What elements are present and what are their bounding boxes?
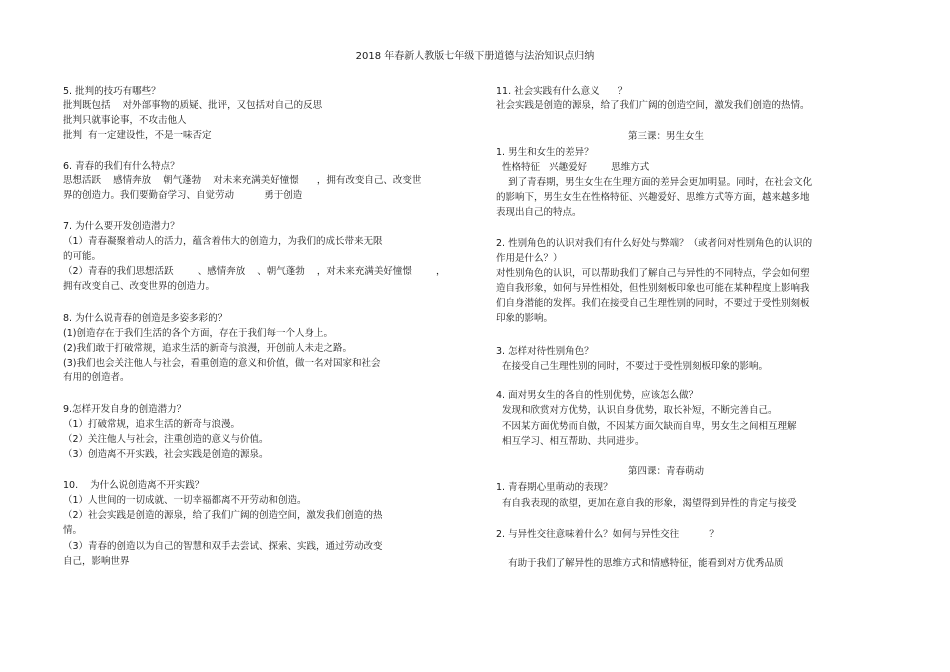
text-line: (3)我们也会关注他人与社会，看重创造的意义和价值，做一名对国家和社会: [63, 358, 381, 369]
r-q1b-heading: 1. 青春期心里萌动的表现？: [496, 482, 613, 493]
r-q2-heading: 2. 性别角色的认识对我们有什么好处与弊端？（或者问对性别角色的认识的: [496, 238, 813, 249]
text-line: 的可能。: [63, 251, 102, 262]
text-line: 的影响下，男生女生在性格特征、兴趣爱好、思维方式等方面，越来越多地: [496, 192, 810, 203]
text-line: 印象的影响。: [496, 313, 554, 324]
text-line: 拥有改变自己、改变世界的创造力。: [63, 281, 216, 292]
text-line: 批判既包括 对外部事物的质疑、批评，又包括对自己的反思: [63, 100, 323, 111]
section-heading-lesson-4: 第四课：青春萌动: [627, 466, 704, 477]
q5-heading: 5. 批判的技巧有哪些？: [63, 86, 161, 97]
q7-heading: 7. 为什么要开发创造潜力？: [63, 221, 180, 232]
text-line: 自己，影响世界: [63, 556, 130, 567]
text-line: 思想活跃 感情奔放 朝气蓬勃 对未来充满美好憧憬 ，拥有改变自己、改变世: [63, 175, 422, 186]
text-line: 造自我形象，如何与异性相处，但性别刻板印象也可能在某种程度上影响我: [496, 283, 810, 294]
text-line: (1)创造存在于我们生活的各个方面，存在于我们每一个人身上。: [63, 328, 333, 339]
r-q1-heading: 1. 男生和女生的差异？: [496, 147, 594, 158]
text-line: 批判只就事论事，不攻击他人: [63, 115, 187, 126]
r-q3-heading: 3. 怎样对待性别角色？: [496, 346, 594, 357]
text-line: 们自身潜能的发挥。我们在接受自己生理性别的同时，不要过于受性别刻板: [496, 298, 810, 309]
text-line: 表现出自己的特点。: [496, 207, 582, 218]
text-line: 不因某方面优势而自傲，不因某方面欠缺而自卑，男女生之间相互理解: [496, 421, 797, 432]
text-line: 在接受自己生理性别的同时，不要过于受性别刻板印象的影响。: [496, 361, 769, 372]
text-line: 相互学习、相互帮助、共同进步。: [496, 436, 645, 447]
text-line: 情。: [63, 525, 83, 536]
text-line: 有自我表现的欲望，更加在意自我的形象，渴望得到异性的肯定与接受: [496, 498, 797, 509]
text-line: （1）打破常规，追求生活的新奇与浪漫。: [63, 419, 241, 430]
text-line: （3）青春的创造以为自己的智慧和双手去尝试、探索、实践，通过劳动改变: [63, 541, 383, 552]
page-title: 2018 年春新人教版七年级下册道德与法治知识点归纳: [355, 51, 595, 62]
text-line: 发现和欣赏对方优势，认识自身优势，取长补短，不断完善自己。: [496, 405, 778, 416]
text-line: （1）人世间的一切成就、一切幸福都离不开劳动和创造。: [63, 495, 307, 506]
text-line: （2）社会实践是创造的源泉，给了我们广阔的创造空间，激发我们创造的热: [63, 510, 383, 521]
q8-heading: 8. 为什么说青春的创造是多姿多彩的？: [63, 313, 228, 324]
text-line: 性格特征 兴趣爱好 思维方式: [496, 162, 650, 173]
text-line: 界的创造力。我们要勤奋学习、自觉劳动 勇于创造: [63, 190, 303, 201]
r-q2b-heading: 2. 与异性交往意味着什么？如何与异性交往 ？: [496, 529, 719, 540]
q9-heading: 9.怎样开发自身的创造潜力？: [63, 404, 187, 415]
text-line: 作用是什么？）: [496, 253, 563, 264]
text-line: 对性别角色的认识，可以帮助我们了解自己与异性的不同特点，学会如何塑: [496, 268, 810, 279]
q10-heading: 10. 为什么说创造离不开实践？: [63, 480, 205, 491]
text-line: （2）青春的我们思想活跃 、感情奔放 、朝气蓬勃 ，对未来充满美好憧憬 ，: [63, 266, 446, 277]
q6-heading: 6. 青春的我们有什么特点？: [63, 161, 180, 172]
text-line: （2）关注他人与社会，注重创造的意义与价值。: [63, 434, 269, 445]
r-q4-heading: 4. 面对男女生的各自的性别优势，应该怎么做？: [496, 390, 699, 401]
text-line: 有用的创造者。: [63, 372, 130, 383]
text-line: 有助于我们了解异性的思维方式和情感特征，能看到对方优秀品质: [496, 558, 784, 569]
text-line: 社会实践是创造的源泉，给了我们广阔的创造空间，激发我们创造的热情。: [496, 100, 810, 111]
text-line: （1）青春凝聚着动人的活力，蕴含着伟大的创造力，为我们的成长带来无限: [63, 236, 383, 247]
section-heading-lesson-3: 第三课：男生女生: [627, 131, 704, 142]
text-line: 批判 有一定建设性，不是一味否定: [63, 130, 212, 141]
text-line: 到了青春期，男生女生在生理方面的差异会更加明显。同时，在社会文化: [496, 177, 813, 188]
q11-heading: 11. 社会实践有什么意义 ？: [496, 86, 628, 97]
text-line: (2)我们敢于打破常规，追求生活的新奇与浪漫，开创前人未走之路。: [63, 343, 352, 354]
text-line: （3）创造离不开实践，社会实践是创造的源泉。: [63, 449, 269, 460]
